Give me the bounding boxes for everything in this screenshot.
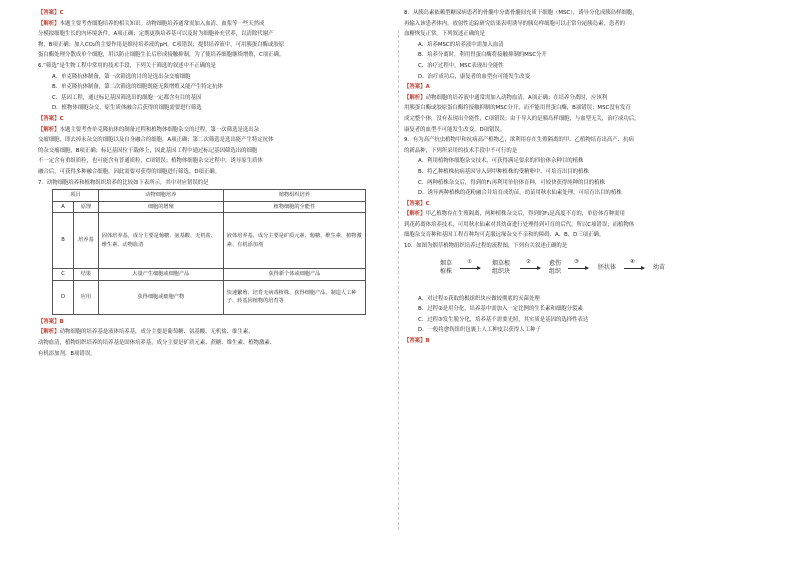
flow-step-4: ④ — [630, 258, 635, 265]
explanation-5: 【解析】本题主要考查细胞培养的相关知识。动物细胞培养通常需加入血清、血浆等一些天然成 分模拟细胞生长的内环境条件，A项正确；定期更换培养基可以及时为细胞补充营养，以清除代谢产 物，B项正确；加入CO₂的主要作用是维持培养液的pH，C项错误；提供培养液中，可用胰蛋白酶或胶原 蛋白酶处理分散成单个细胞，用以防止细胞生长后形成接触抑制，为了使培养细胞继续增殖，C项正确。 — [38, 20, 285, 59]
question-10-option-b: B．过程②是用分化，培养基中需加入一定比例的生长素和细胞分裂素 — [418, 306, 583, 313]
table-cell: A — [53, 201, 74, 213]
question-9-option-b: B．将乙种植株抗病基因导入到甲种植株的受精卵中，可培育出目的植株 — [418, 168, 589, 175]
flow-node-callus: 愈伤 组织 — [548, 259, 561, 275]
flow-node-embryoid: 胚状体 — [597, 263, 616, 271]
explanation-9: 【解析】甲乙植物存在生殖隔离，两种植株杂交后，得到的F₁是高度不育的，单倍体育种需用 到花药离体培养技术，可用秋水仙素对其幼苗进行处理得到可育的后代，所以C项错误；而植物体 细胞杂交育种和基因工程育种均可克服远缘杂交不亲和的障碍，A、B、D三项正确。 — [404, 211, 635, 239]
table-row — [53, 213, 366, 269]
table-cell: 原理 — [74, 201, 99, 213]
flow-step-3: ③ — [574, 258, 579, 265]
table-cell: D — [53, 280, 74, 314]
question-6-option-b: B．单克隆抗体制备，第二次筛选的细胞既能无限增殖又能产生特定抗体 — [52, 84, 223, 91]
right-column — [404, 8, 760, 347]
flow-arrow — [624, 268, 644, 269]
question-10: 10．如图为烟草植物组织培养过程的流程图，下列有关叙述正确的是 — [404, 243, 568, 250]
answer-7: 【答案】B — [38, 318, 64, 325]
table-header-cell: 植物组织培养 — [223, 190, 365, 202]
answer-9: 【答案】C — [404, 200, 430, 207]
comparison-table — [52, 189, 366, 315]
table-header-row — [53, 190, 366, 202]
explanation-8: 【解析】动物细胞的培养液中通常需加入动物血清，A项正确；在培养分离时，应该利 用胰蛋白酶或胶原蛋白酶将接触抑制的MSC分开，而不能用胃蛋白酶，B项错误；MSC没有发育 成完整个体，没有表现出全能性，C项错误；由于导入的是胰岛样细胞，与血型无关，治疗成功后， 康复者的血型不可能发生改变，D项错误。 — [404, 94, 640, 133]
flow-step-2: ② — [526, 258, 531, 265]
culture-flow-diagram — [434, 254, 734, 292]
question-8-option-a: A．培养MSC的培养液中需加入血清 — [418, 41, 504, 48]
flow-step-1: ① — [467, 258, 472, 265]
question-6: 6.“筛选”是生物工程中常用的技术手段，下列关于筛选的叙述中不正确的是 — [38, 62, 216, 69]
table-cell: 固体培养基，成分主要是葡糖、氨基酸、无机盐、维生素、动物血清 — [98, 213, 223, 269]
table-row — [53, 280, 366, 314]
question-9-option-d: D．诱导两种植株的花粉融合并培育成幼苗，幼苗用秋水仙素处理，可培育出目的植株 — [418, 190, 622, 197]
table-cell: 获得新个体或细胞产品 — [223, 269, 365, 281]
left-column — [38, 8, 394, 359]
explanation-7: 【解析】动物细胞的培养基是液体培养基，成分主要是葡萄糖、氨基酸、无机盐、维生素、 动物血清，植物组织培养的培养基是固体培养基，成分主要是矿质元素、蔗糖、维生素、植物激素、 有机添加剂，B项错误。 — [38, 329, 276, 357]
answer-8: 【答案】A — [404, 84, 430, 91]
table-cell: 快速繁殖、培育无病毒植株、获得细胞产品、制造人工种子、转基因植物的培育等 — [223, 280, 365, 314]
table-row — [53, 201, 366, 213]
question-9-option-c: C．两种植株杂交后，得到的F₁再利用单倍体育种，可较快获得纯种的目的植株 — [418, 179, 605, 186]
question-6-option-d: D．植物体细胞杂交，原生质体融合后获得的细胞需要进行筛选 — [52, 105, 202, 112]
question-8: 8．从胰岛素依赖型糖尿病患者的骨髓中分离骨髓间充质干细胞（MSC），诱导分化成胰岛样细胞， 再输入该患者体内，放射性追踪研究结果表明诱导的胰岛样细胞可以正常分泌胰岛素，患者的 血糖恢复正常。下列叙述正确的是 — [404, 10, 638, 38]
flow-node-root: 烟草根 组织块 — [491, 259, 510, 275]
question-9-option-a: A．利用植物体细胞杂交技术，可获得满足要求的四倍体杂种目的植株 — [418, 158, 584, 165]
table-cell: 大量产生细胞或细胞产品 — [98, 269, 223, 281]
table-cell: 植物细胞的全能性 — [223, 201, 365, 213]
question-8-option-c: C．治疗过程中，MSC表现出全能性 — [418, 62, 504, 69]
flow-node-seedling: 幼苗 — [652, 263, 665, 271]
question-8-option-d: D．治疗成功后，康复者的血型有可能发生改变 — [418, 73, 530, 80]
table-cell: 应用 — [74, 280, 99, 314]
column-divider — [398, 30, 399, 530]
table-cell: 获得细胞或细胞产物 — [98, 280, 223, 314]
table-cell: 结果 — [74, 269, 99, 281]
question-9: 9．有为高产抗虫植物甲和抗病高产植物乙，欲利用存在生殖隔离的甲、乙植物培育出高产、抗病 的新品种，下列所采用的技术手段中不可行的是 — [404, 137, 634, 154]
table-cell: 液体培养基，成分主要是矿质元素、葡糖、维生素、植物激素、有机添加剂 — [223, 213, 365, 269]
flow-arrow — [568, 268, 588, 269]
question-8-option-b: B．培养分离时，利用胃蛋白酶将接触抑制的MSC分开 — [418, 52, 547, 59]
question-10-option-a: A．对过程①获取的根组织块应做较彻底的灭菌处理 — [418, 295, 540, 302]
question-6-option-a: A．单克隆抗体制备，第一次筛选的目的是选出杂交瘤细胞 — [52, 73, 191, 80]
table-header-cell: 项目 — [53, 190, 99, 202]
table-header-cell: 动物细胞培养 — [98, 190, 223, 202]
table-row — [53, 269, 366, 281]
question-6-option-c: C．基因工程，通过标记基因筛选出的细胞一定都含有目的基因 — [52, 94, 202, 101]
question-7: 7．动物细胞培养和植物组织培养的比较如下表所示，其中对应错误的是 — [38, 179, 209, 186]
flow-arrow — [460, 268, 480, 269]
table-cell: 细胞的增殖 — [98, 201, 223, 213]
answer-10: 【答案】B — [404, 338, 430, 345]
table-cell: C — [53, 269, 74, 281]
question-10-option-d: D．一般将愈伤组织包裹上人工种皮以获得人工种子 — [418, 327, 541, 334]
flow-arrow — [520, 268, 540, 269]
answer-6: 【答案】C — [38, 115, 64, 122]
answer-5: 【答案】C — [38, 10, 64, 16]
table-cell: B — [53, 213, 74, 269]
table-cell: 培养基 — [74, 213, 99, 269]
flow-node-plant: 烟草 植株 — [439, 259, 452, 275]
question-10-option-c: C．过程③发生脱分化，培养基不需要光照，其实质是基因的选择性表达 — [418, 316, 589, 323]
explanation-6: 【解析】本题主要考查单克隆抗体的制备过程和植物体细胞杂交的过程。第一次筛选是选出杂 交瘤细胞，即去掉未杂交的细胞以及自身融合的细胞，A项正确；第二次筛选是选出能产生特定抗体 的杂交瘤细胞，B项正确；标记基因位于载体上，因此基因工程中通过标记基因筛选出的细胞 不一定含有重组质粒，也可能含有普通质粒，C项错误；植物体细胞杂交过程中，诱导原生质体 融合后，可获得多种融合细胞，因此需要对获得的细胞进行筛选，D项正确。 — [38, 126, 274, 175]
